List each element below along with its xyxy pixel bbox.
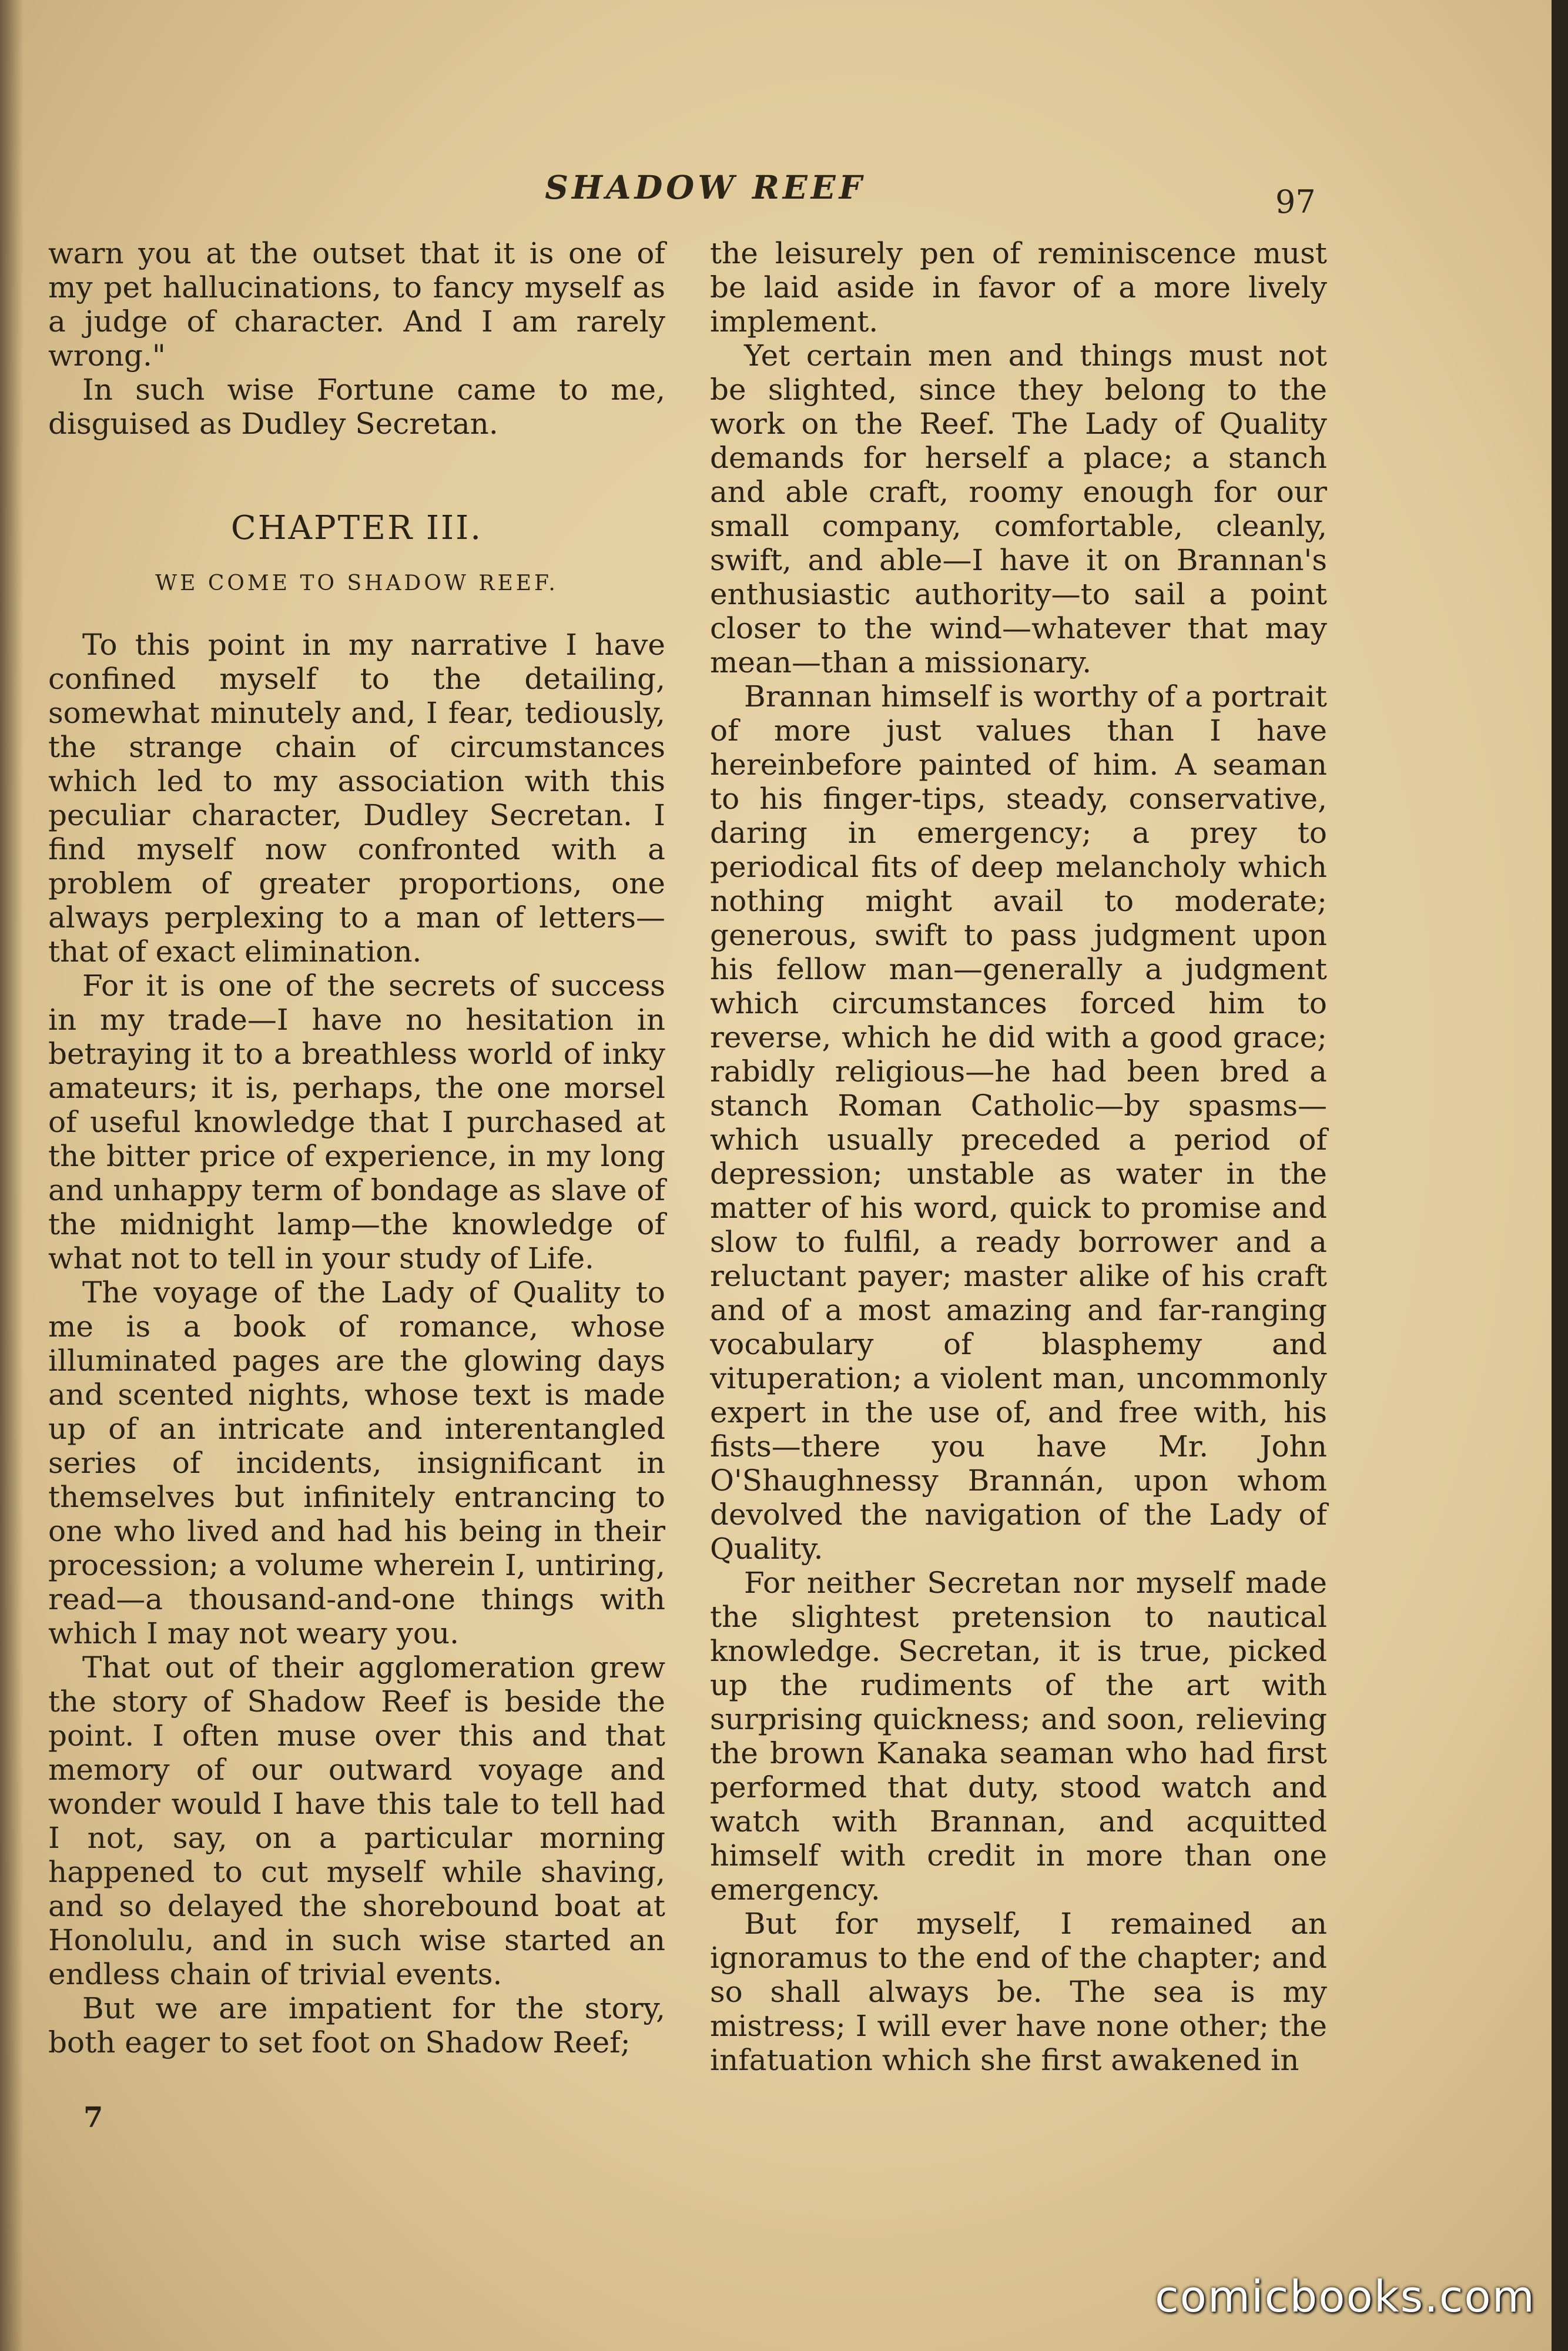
page-number: 97 [1275, 183, 1316, 220]
left-text-column [48, 236, 665, 2059]
paragraph: Brannan himself is worthy of a portrait of more just values than I have hereinbefore painted of him. A seaman to his finger-tips, steady, conservative, daring in emergency; a prey to periodical fits of deep melancholy which nothing might avail to moderate; generous, swift to pass judgment upon his fellow man—generally a judgment which circumstances forced him to reverse, which he did with a good grace; rabidly religious—he had been bred a stanch Roman Catholic—by spasms—which usually preceded a period of depression; unstable as water in the matter of his word, quick to promise and slow to fulfil, a ready borrower and a reluctant payer; master alike of his craft and of a most amazing and far-ranging vocabulary of blasphemy and vituperation; a violent man, uncommonly expert in the use of, and free with, his fists—there you have Mr. John O'Shaughnessy Brannán, upon whom devolved the navigation of the Lady of Quality. [710, 679, 1327, 1566]
paragraph: But we are impatient for the story, both eager to set foot on Shadow Reef; [48, 1991, 665, 2059]
right-text-column [710, 236, 1327, 2077]
chapter-heading: CHAPTER III. [230, 509, 483, 547]
site-watermark: comicbooks.com [1155, 2272, 1536, 2322]
paragraph: warn you at the outset that it is one of my pet hallucinations, to fancy myself as a judge of character. And I am rarely wrong." [48, 236, 665, 373]
paragraph: But for myself, I remained an ignoramus to the end of the chapter; and so shall always be. The sea is my mistress; I will ever have none other; the infatuation which she first awakened in [710, 1907, 1327, 2077]
paragraph: In such wise Fortune came to me, disguised as Dudley Secretan. [48, 373, 665, 441]
chapter-subtitle: WE COME TO SHADOW REEF. [155, 571, 558, 595]
signature-mark: 7 [83, 2101, 103, 2134]
page-binding-shadow [0, 0, 24, 2351]
paragraph: To this point in my narrative I have confined myself to the detailing, somewhat minutely and, I fear, tediously, the strange chain of circumstances which led to my association with this peculiar character, Dudley Secretan. I find myself now confronted with a problem of greater proportions, one always perplexing to a man of letters—that of exact elimination. [48, 628, 665, 969]
paragraph: Yet certain men and things must not be slighted, since they belong to the work on the Reef. The Lady of Quality demands for herself a place; a stanch and able craft, roomy enough for our small company, comfortable, cleanly, swift, and able—I have it on Brannan's enthusiastic authority—to sail a point closer to the wind—whatever that may mean—than a missionary. [710, 339, 1327, 679]
page-edge-shadow [1552, 0, 1568, 2351]
paragraph: For it is one of the secrets of success in my trade—I have no hesitation in betraying it to a breathless world of inky amateurs; it is, perhaps, the one morsel of useful knowledge that I purchased at the bitter price of experience, in my long and unhappy term of bondage as slave of the midnight lamp—the knowledge of what not to tell in your study of Life. [48, 969, 665, 1275]
paragraph: the leisurely pen of reminiscence must be laid aside in favor of a more lively implement. [710, 236, 1327, 339]
paragraph: The voyage of the Lady of Quality to me is a book of romance, whose illuminated pages are the glowing days and scented nights, whose text is made up of an intricate and interentangled series of incidents, insignificant in themselves but infinitely entrancing to one who lived and had his being in their procession; a volume wherein I, untiring, read—a thousand-and-one things with which I may not weary you. [48, 1275, 665, 1650]
paragraph: For neither Secretan nor myself made the slightest pretension to nautical knowledge. Secretan, it is true, picked up the rudiments of the art with surprising quickness; and soon, relieving the brown Kanaka seaman who had first performed that duty, stood watch and watch with Brannan, and acquitted himself with credit in more than one emergency. [710, 1566, 1327, 1907]
running-header-title: SHADOW REEF [545, 168, 866, 206]
paragraph: That out of their agglomeration grew the story of Shadow Reef is beside the point. I often muse over this and that memory of our outward voyage and wonder would I have this tale to tell had I not, say, on a particular morning happened to cut myself while shaving, and so delayed the shorebound boat at Honolulu, and in such wise started an endless chain of trivial events. [48, 1650, 665, 1991]
